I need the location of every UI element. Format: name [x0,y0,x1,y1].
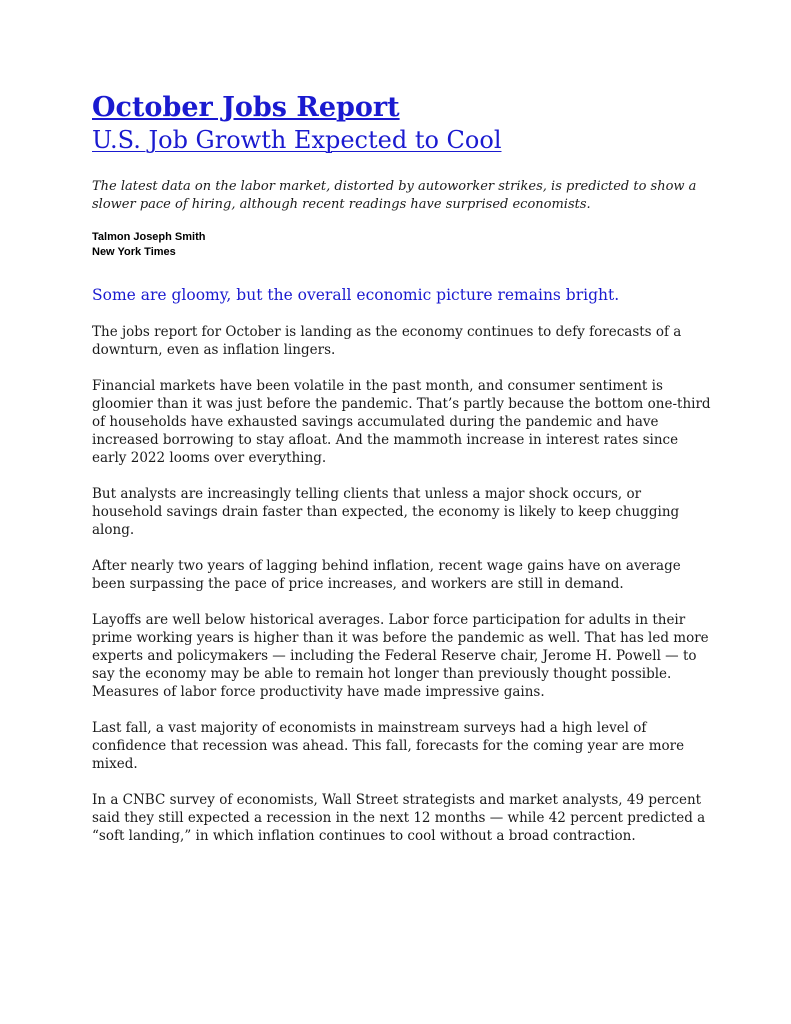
author-name: Talmon Joseph Smith [92,231,206,243]
lede-heading: Some are gloomy, but the overall economic picture remains bright. [92,286,620,304]
body-paragraph-3: But analysts are increasingly telling clients that unless a major shock occurs, or household savings drain faster than expected, the economy is likely to keep chugging along. [92,486,680,538]
body-paragraph-2: Financial markets have been volatile in the past month, and consumer sentiment is gloomier than it was just before the pandemic. That’s partly because the bottom one-third of households have exhausted savings accumulated during the pandemic and have increased borrowing to stay afloat. And the mammoth increase in interest rates since early 2022 looms over everything. [92,378,711,466]
body-paragraph-4: After nearly two years of lagging behind inflation, recent wage gains have on average been surpassing the pace of price increases, and workers are still in demand. [92,558,681,592]
body-paragraph-1: The jobs report for October is landing as the economy continues to defy forecasts of a downturn, even as inflation lingers. [92,324,682,358]
body-paragraph-5: Layoffs are well below historical averages. Labor force participation for adults in their prime working years is higher than it was before the pandemic as well. That has led more experts and policymakers — including the Federal Reserve chair, Jerome H. Powell — to say the economy may be able to remain hot longer than previously thought possible. Measures of labor force productivity have made impressive gains. [92,612,709,700]
body-paragraph-6: Last fall, a vast majority of economists in mainstream surveys had a high level of confidence that recession was ahead. This fall, forecasts for the coming year are more mixed. [92,720,685,772]
body-paragraph-7: In a CNBC survey of economists, Wall Street strategists and market analysts, 49 percent said they still expected a recession in the next 12 months — while 42 percent predicted a “soft landing,” in which inflation continues to cool without a broad contraction. [92,792,706,844]
byline [92,230,712,260]
article-dek: The latest data on the labor market, distorted by autoworker strikes, is predicted to show a slower pace of hiring, although recent readings have surprised economists. [92,179,697,212]
article-subtitle-link[interactable]: U.S. Job Growth Expected to Cool [92,126,502,154]
publication-name: New York Times [92,246,176,258]
article-title-link[interactable]: October Jobs Report [92,92,400,123]
document-page [92,92,712,845]
